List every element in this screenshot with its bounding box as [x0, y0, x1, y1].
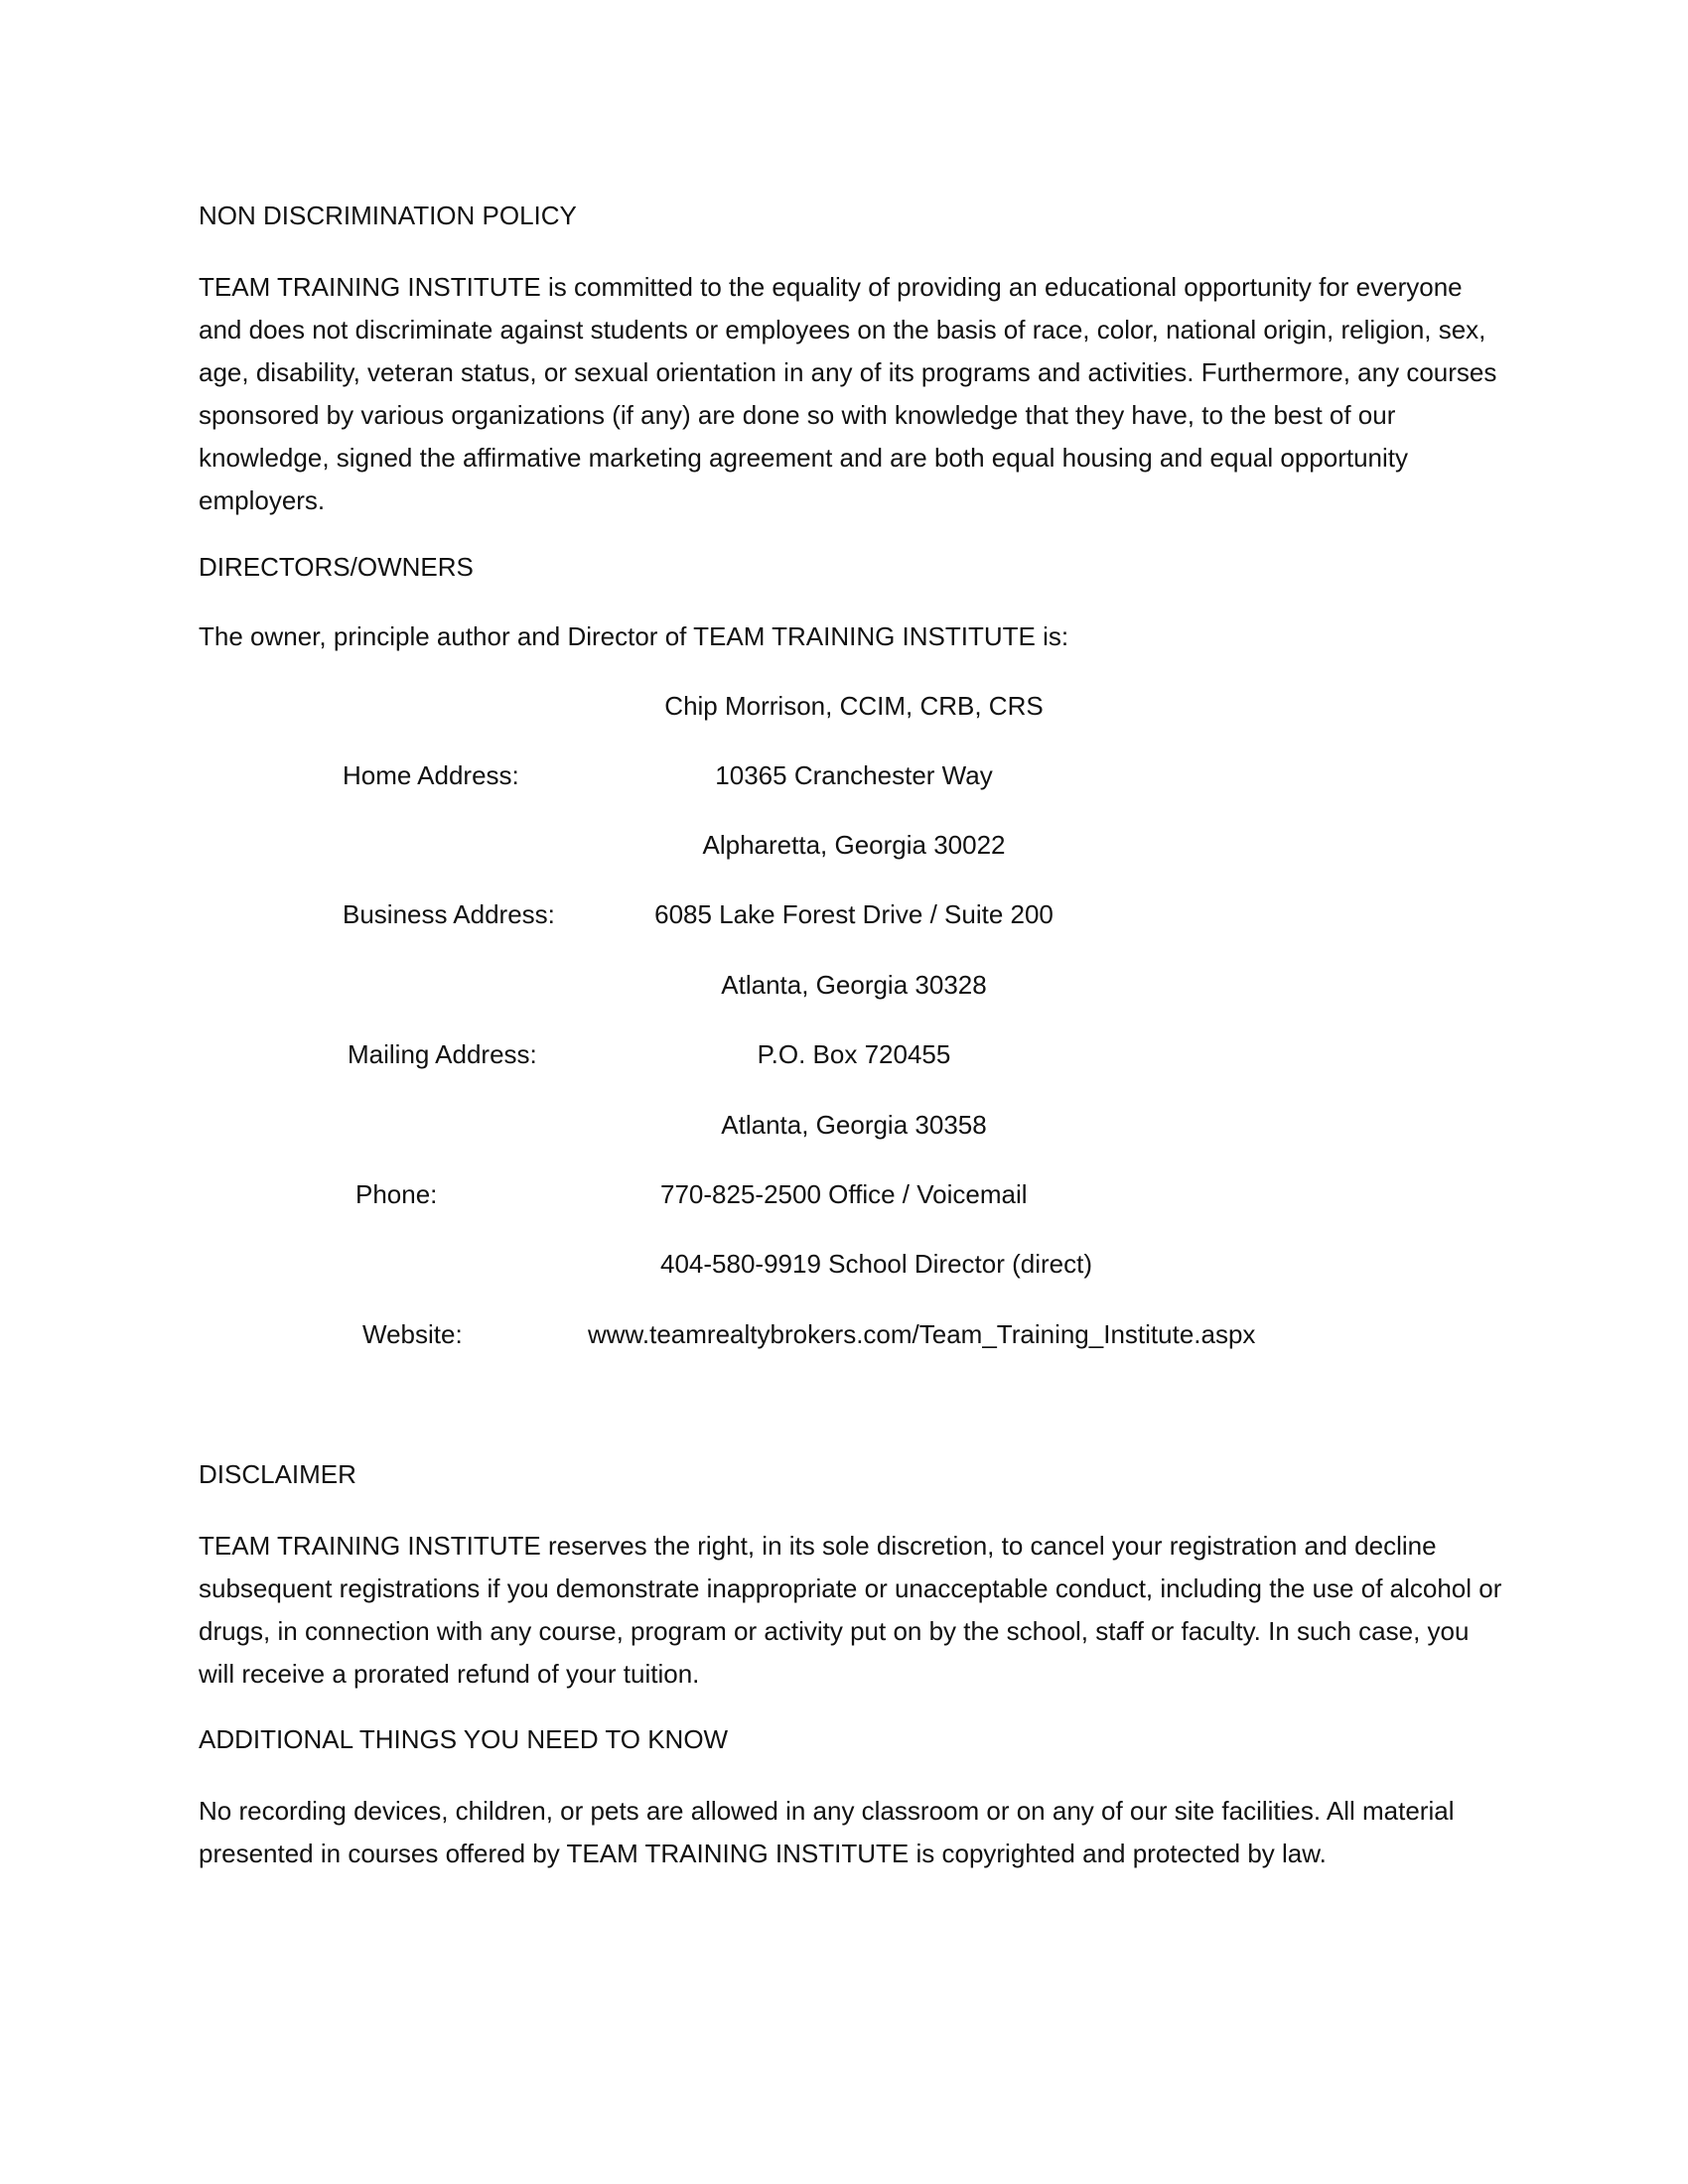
- director-name: Chip Morrison, CCIM, CRB, CRS: [664, 691, 1044, 721]
- directors-heading: DIRECTORS/OWNERS: [199, 552, 474, 582]
- mailing-address-line2: Atlanta, Georgia 30358: [721, 1110, 987, 1140]
- mailing-address-line1: P.O. Box 720455: [757, 1039, 951, 1069]
- phone-label: Phone:: [355, 1179, 438, 1209]
- phone-line1: 770-825-2500 Office / Voicemail: [660, 1179, 1028, 1209]
- business-address-label: Business Address:: [343, 899, 555, 929]
- disclaimer-body: TEAM TRAINING INSTITUTE reserves the right, in its sole discretion, to cancel your registration and decline subsequent registrations if you demonstrate inappropriate or unacceptable conduct, including the use of alcohol or drugs, in connection with any course, program or activity put on by the school, staff or faculty. In such case, you will receive a prorated refund of your tuition.: [199, 1531, 1502, 1689]
- home-address-label: Home Address:: [343, 760, 519, 790]
- nondiscrimination-body: TEAM TRAINING INSTITUTE is committed to the equality of providing an educational opportunity for everyone and does not discriminate against students or employees on the basis of race, color, national origin, religion, sex, age, disability, veteran status, or sexual orientation in any of its programs and activities. Furthermore, any courses sponsored by various organizations (if any) are done so with knowledge that they have, to the best of our knowledge, signed the affirmative marketing agreement and are both equal housing and equal opportunity employers.: [199, 272, 1497, 515]
- website-label: Website:: [362, 1319, 463, 1349]
- mailing-address-label: Mailing Address:: [348, 1039, 537, 1069]
- home-address-line1: 10365 Cranchester Way: [715, 760, 993, 790]
- additional-body: No recording devices, children, or pets are allowed in any classroom or on any of our site facilities. All material presented in courses offered by TEAM TRAINING INSTITUTE is copyrighted and protected by law.: [199, 1796, 1455, 1868]
- website-value: www.teamrealtybrokers.com/Team_Training_Institute.aspx: [588, 1319, 1256, 1349]
- nondiscrimination-heading: NON DISCRIMINATION POLICY: [199, 201, 577, 230]
- directors-intro: The owner, principle author and Director of TEAM TRAINING INSTITUTE is:: [199, 621, 1069, 651]
- business-address-line1: 6085 Lake Forest Drive / Suite 200: [654, 899, 1054, 929]
- disclaimer-heading: DISCLAIMER: [199, 1459, 356, 1489]
- additional-heading: ADDITIONAL THINGS YOU NEED TO KNOW: [199, 1724, 729, 1754]
- phone-line2: 404-580-9919 School Director (direct): [660, 1249, 1092, 1279]
- home-address-line2: Alpharetta, Georgia 30022: [702, 830, 1006, 860]
- business-address-line2: Atlanta, Georgia 30328: [721, 970, 987, 1000]
